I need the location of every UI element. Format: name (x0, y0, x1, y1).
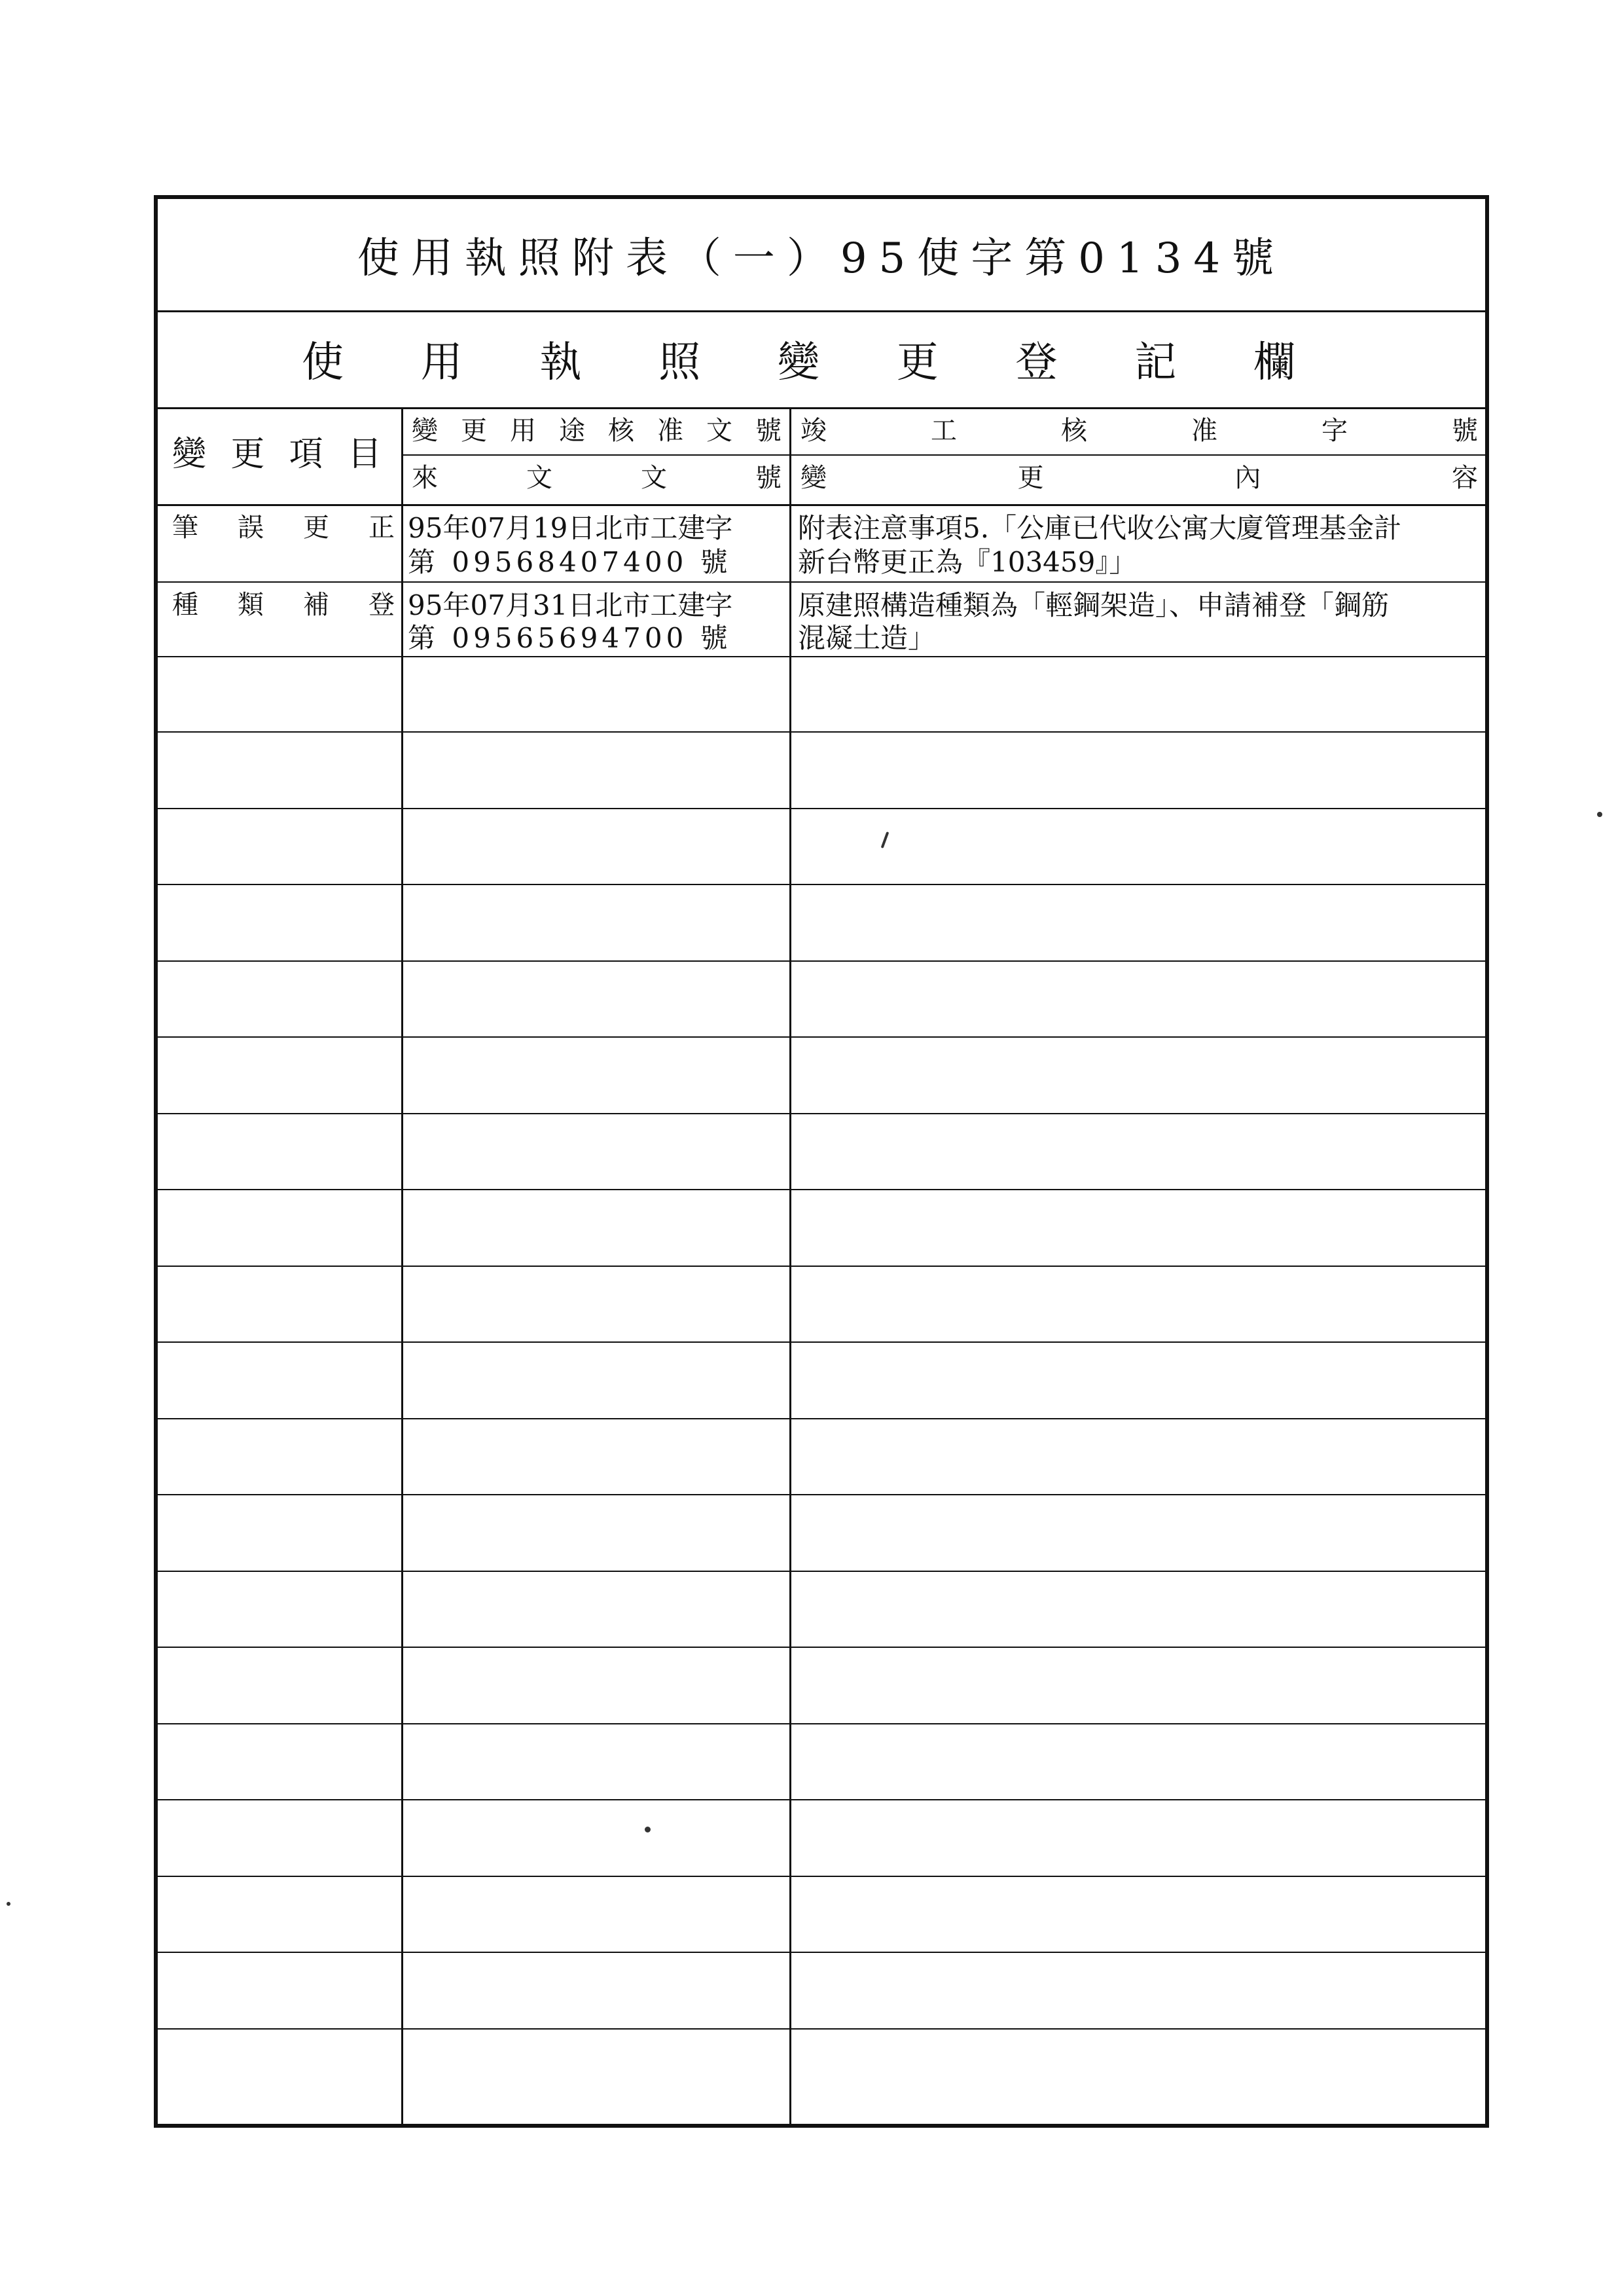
row-line (158, 1113, 1485, 1114)
row-line (158, 1876, 1485, 1877)
row-line (158, 1647, 1485, 1648)
subtitle-char: 使 (302, 338, 344, 387)
row-line (158, 808, 1485, 809)
table-row-1-item: 筆 誤 更 正 (172, 513, 395, 543)
scan-speck (1597, 812, 1602, 817)
table-row-1-doc-line1: 95年07月19日北市工建字 (408, 512, 733, 544)
row-line (158, 1952, 1485, 1953)
table-row-1-content-line2: 新台幣更正為『103459』」 (798, 546, 1137, 578)
row-line (158, 1341, 1485, 1343)
row-line (158, 2028, 1485, 2030)
subtitle-char: 照 (658, 338, 701, 387)
scan-speck (7, 1902, 10, 1906)
form-title: 使用執照附表（一）95使字第0134號 (158, 199, 1485, 312)
row-line (158, 960, 1485, 962)
table-row-2-doc-line1: 95年07月31日北市工建字 (408, 589, 733, 621)
subtitle-char: 記 (1134, 338, 1177, 387)
row-line (158, 1266, 1485, 1267)
row-line (158, 1189, 1485, 1190)
subtitle-char: 變 (778, 338, 819, 387)
table-row-2-content-line1: 原建照構造種類為「輕鋼架造」、申請補登「鋼筋 (798, 589, 1390, 621)
subtitle-char: 執 (539, 338, 582, 387)
row-line (158, 731, 1485, 733)
header-change-content: 變 更 內 容 (800, 463, 1478, 493)
row-line (158, 1571, 1485, 1572)
header-change-item: 變 更 項 目 (172, 435, 382, 474)
change-record-table (158, 407, 1485, 2124)
header-completion-approval-no: 竣 工 核 准 字 號 (800, 416, 1478, 446)
header-mid-line (401, 454, 1485, 456)
row-line (158, 581, 1485, 583)
table-row-2-doc-line2: 第 09565694700 號 (408, 622, 732, 654)
table-row-1-content-line1: 附表注意事項5.「公庫已代收公寓大廈管理基金計 (798, 512, 1402, 544)
header-incoming-doc-no: 來 文 文 號 (412, 463, 782, 493)
row-line (158, 1418, 1485, 1419)
header-bottom-line (158, 504, 1485, 506)
row-line (158, 656, 1485, 657)
table-row-2-item: 種 類 補 登 (172, 590, 395, 620)
table-row-2-content-line2: 混凝土造」 (798, 622, 936, 654)
table-row-1-doc-line2: 第 09568407400 號 (408, 546, 732, 578)
form-subtitle (158, 310, 1485, 409)
license-attachment-form (154, 195, 1489, 2128)
row-line (158, 884, 1485, 885)
subtitle-char: 登 (1015, 338, 1058, 387)
scan-speck (645, 1827, 651, 1832)
subtitle-char: 更 (896, 338, 939, 387)
row-line (158, 1494, 1485, 1495)
subtitle-char: 欄 (1253, 338, 1295, 387)
header-usage-approval-no: 變 更 用 途 核 准 文 號 (412, 416, 782, 446)
row-line (158, 1036, 1485, 1038)
row-line (158, 1723, 1485, 1724)
row-line (158, 1799, 1485, 1800)
subtitle-char: 用 (420, 338, 463, 387)
